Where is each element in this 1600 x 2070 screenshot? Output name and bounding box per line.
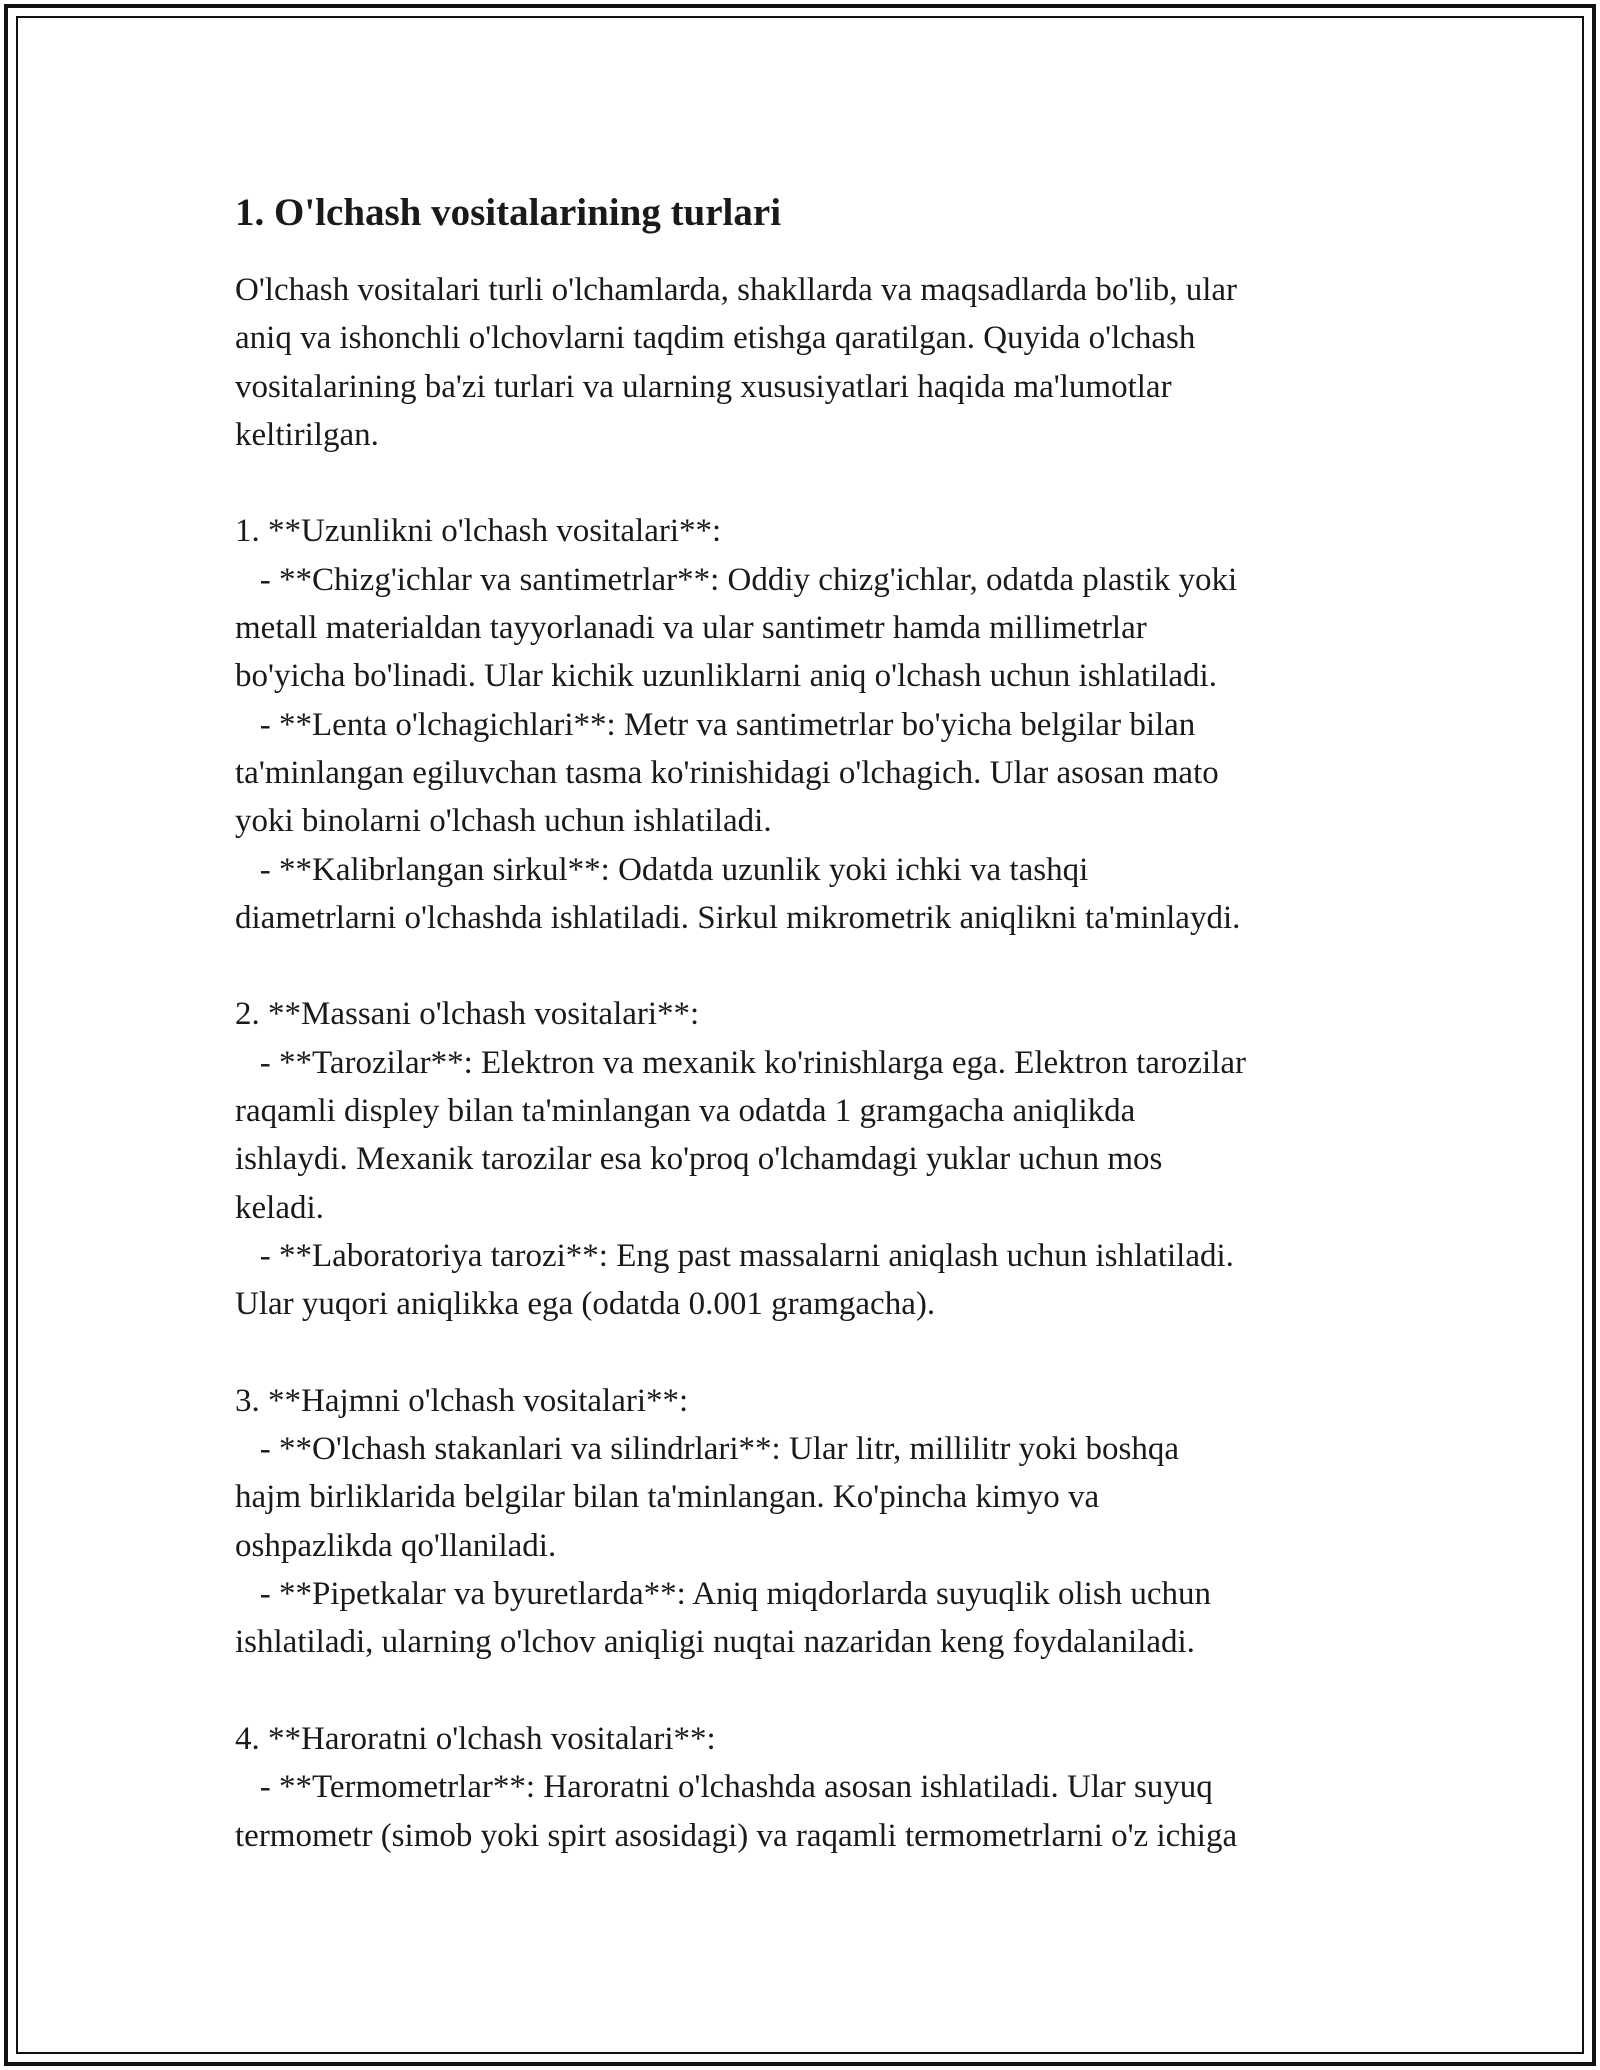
text-line: - **Kalibrlangan sirkul**: Odatda uzunlik yoki ichki va tashqi [235,851,1089,888]
text-line: keladi. [235,1189,324,1226]
text-line: bo'yicha bo'linadi. Ular kichik uzunliklarni aniq o'lchash uchun ishlatiladi. [235,658,1217,695]
text-line: - **Lenta o'lchagichlari**: Metr va santimetrlar bo'yicha belgilar bilan [235,706,1196,743]
section-heading: 1. O'lchash vositalarining turlari [235,191,782,234]
list-heading-temperature: 4. **Haroratni o'lchash vositalari**: [235,1720,716,1757]
text-line: ta'minlangan egiluvchan tasma ko'rinishidagi o'lchagich. Ular asosan mato [235,754,1219,791]
blank-line [235,1329,1375,1377]
text-line: vositalarining ba'zi turlari va ularning xususiyatlari haqida ma'lumotlar [235,368,1172,405]
text-line: - **Chizg'ichlar va santimetrlar**: Oddiy chizg'ichlar, odatda plastik yoki [235,561,1238,598]
blank-line [235,1667,1375,1715]
text-line: raqamli displey bilan ta'minlangan va odatda 1 gramgacha aniqlikda [235,1093,1136,1130]
text-line: ishlaydi. Mexanik tarozilar esa ko'proq o'lchamdagi yuklar uchun mos [235,1141,1163,1178]
text-line: Ular yuqori aniqlikka ega (odatda 0.001 gramgacha). [235,1286,936,1323]
blank-line [235,459,1375,507]
text-line: diametrlarni o'lchashda ishlatiladi. Sirkul mikrometrik aniqlikni ta'minlaydi. [235,899,1241,936]
text-line: ishlatiladi, ularning o'lchov aniqligi nuqtai nazaridan keng foydalaniladi. [235,1624,1195,1661]
list-heading-volume: 3. **Hajmni o'lchash vositalari**: [235,1382,689,1419]
text-line: - **O'lchash stakanlari va silindrlari**: Ular litr, millilitr yoki boshqa [235,1431,1180,1468]
list-heading-mass: 2. **Massani o'lchash vositalari**: [235,996,700,1033]
text-line: - **Termometrlar**: Haroratni o'lchashda asosan ishlatiladi. Ular suyuq [235,1769,1213,1806]
text-line: metall materialdan tayyorlanadi va ular santimetr hamda millimetrlar [235,610,1147,647]
blank-line [235,942,1375,990]
text-line: - **Tarozilar**: Elektron va mexanik ko'rinishlarga ega. Elektron tarozilar [235,1044,1246,1081]
text-line: keltirilgan. [235,416,379,453]
text-line: - **Pipetkalar va byuretlarda**: Aniq miqdorlarda suyuqlik olish uchun [235,1576,1212,1613]
text-line: termometr (simob yoki spirt asosidagi) va raqamli termometrlarni o'z ichiga [235,1817,1238,1854]
text-line: O'lchash vositalari turli o'lchamlarda, shakllarda va maqsadlarda bo'lib, ular [235,272,1238,308]
text-line: yoki binolarni o'lchash uchun ishlatiladi. [235,803,772,840]
text-line: - **Laboratoriya tarozi**: Eng past massalarni aniqlash uchun ishlatiladi. [235,1237,1234,1274]
list-heading-length: 1. **Uzunlikni o'lchash vositalari**: [235,513,722,550]
text-line: hajm birliklarida belgilar bilan ta'minlangan. Ko'pincha kimyo va [235,1479,1100,1516]
text-line: oshpazlikda qo'llaniladi. [235,1527,557,1564]
document-body [235,186,1375,1860]
text-line: aniq va ishonchli o'lchovlarni taqdim etishga qaratilgan. Quyida o'lchash [235,320,1196,357]
